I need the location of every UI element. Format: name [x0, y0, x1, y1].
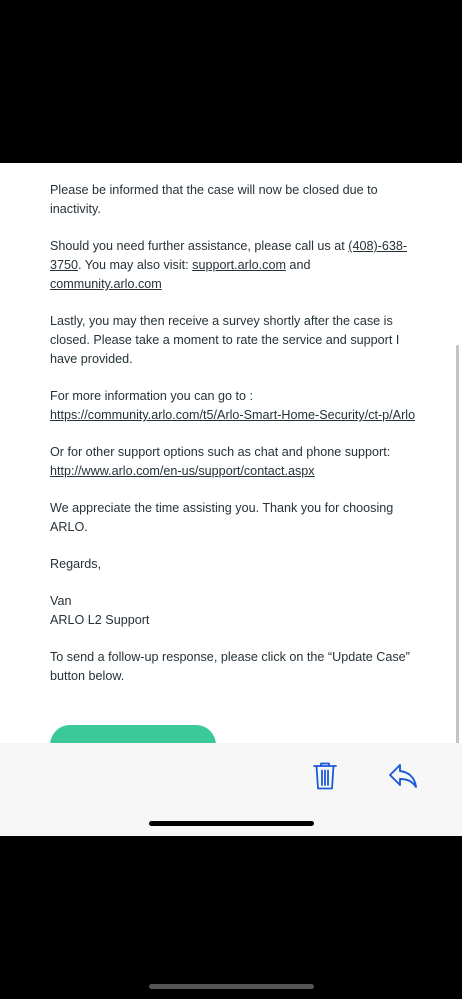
- assistance-text-1: Should you need further assistance, please call us at: [50, 239, 349, 253]
- outer-home-indicator: [149, 984, 314, 989]
- assistance-text-3: and: [285, 258, 311, 272]
- mail-toolbar: [0, 743, 462, 836]
- assistance-text-2: . You may also visit:: [78, 258, 193, 272]
- other-support-text: Or for other support options such as chat and phone support:: [50, 445, 391, 459]
- signature-name: Van: [50, 594, 72, 608]
- more-info-paragraph: [50, 387, 422, 425]
- more-info-text: For more information you can go to :: [50, 389, 253, 403]
- support-link[interactable]: support.arlo.com: [192, 258, 286, 272]
- contact-url-link[interactable]: http://www.arlo.com/en-us/support/contact.aspx: [50, 464, 315, 478]
- home-indicator[interactable]: [149, 821, 314, 826]
- signature-title: ARLO L2 Support: [50, 613, 150, 627]
- closure-notice: Please be informed that the case will now be closed due to inactivity.: [50, 183, 378, 216]
- community-link[interactable]: community.arlo.com: [50, 277, 162, 291]
- phone-link[interactable]: (408)-638-3750: [50, 239, 408, 272]
- trash-icon[interactable]: [311, 761, 339, 791]
- outer-frame-bottom: [0, 836, 462, 999]
- community-url-link[interactable]: https://community.arlo.com/t5/Arlo-Smart-Home-Security/ct-p/Arlo: [50, 408, 416, 422]
- regards: Regards,: [50, 557, 102, 571]
- follow-up-paragraph: To send a follow-up response, please click on the “Update Case” button below.: [50, 650, 410, 683]
- other-support-paragraph: [50, 443, 422, 481]
- email-body[interactable]: [0, 163, 462, 743]
- status-area-top: [0, 0, 462, 163]
- scrollbar[interactable]: [456, 345, 459, 750]
- assistance-paragraph: [50, 237, 422, 294]
- signature: [50, 592, 422, 630]
- reply-icon[interactable]: [387, 762, 419, 790]
- survey-paragraph: Lastly, you may then receive a survey shortly after the case is closed. Please take a moment to rate the service and support I have provided.: [50, 314, 400, 366]
- email-content: [50, 181, 422, 704]
- thanks-paragraph: We appreciate the time assisting you. Thank you for choosing ARLO.: [50, 501, 394, 534]
